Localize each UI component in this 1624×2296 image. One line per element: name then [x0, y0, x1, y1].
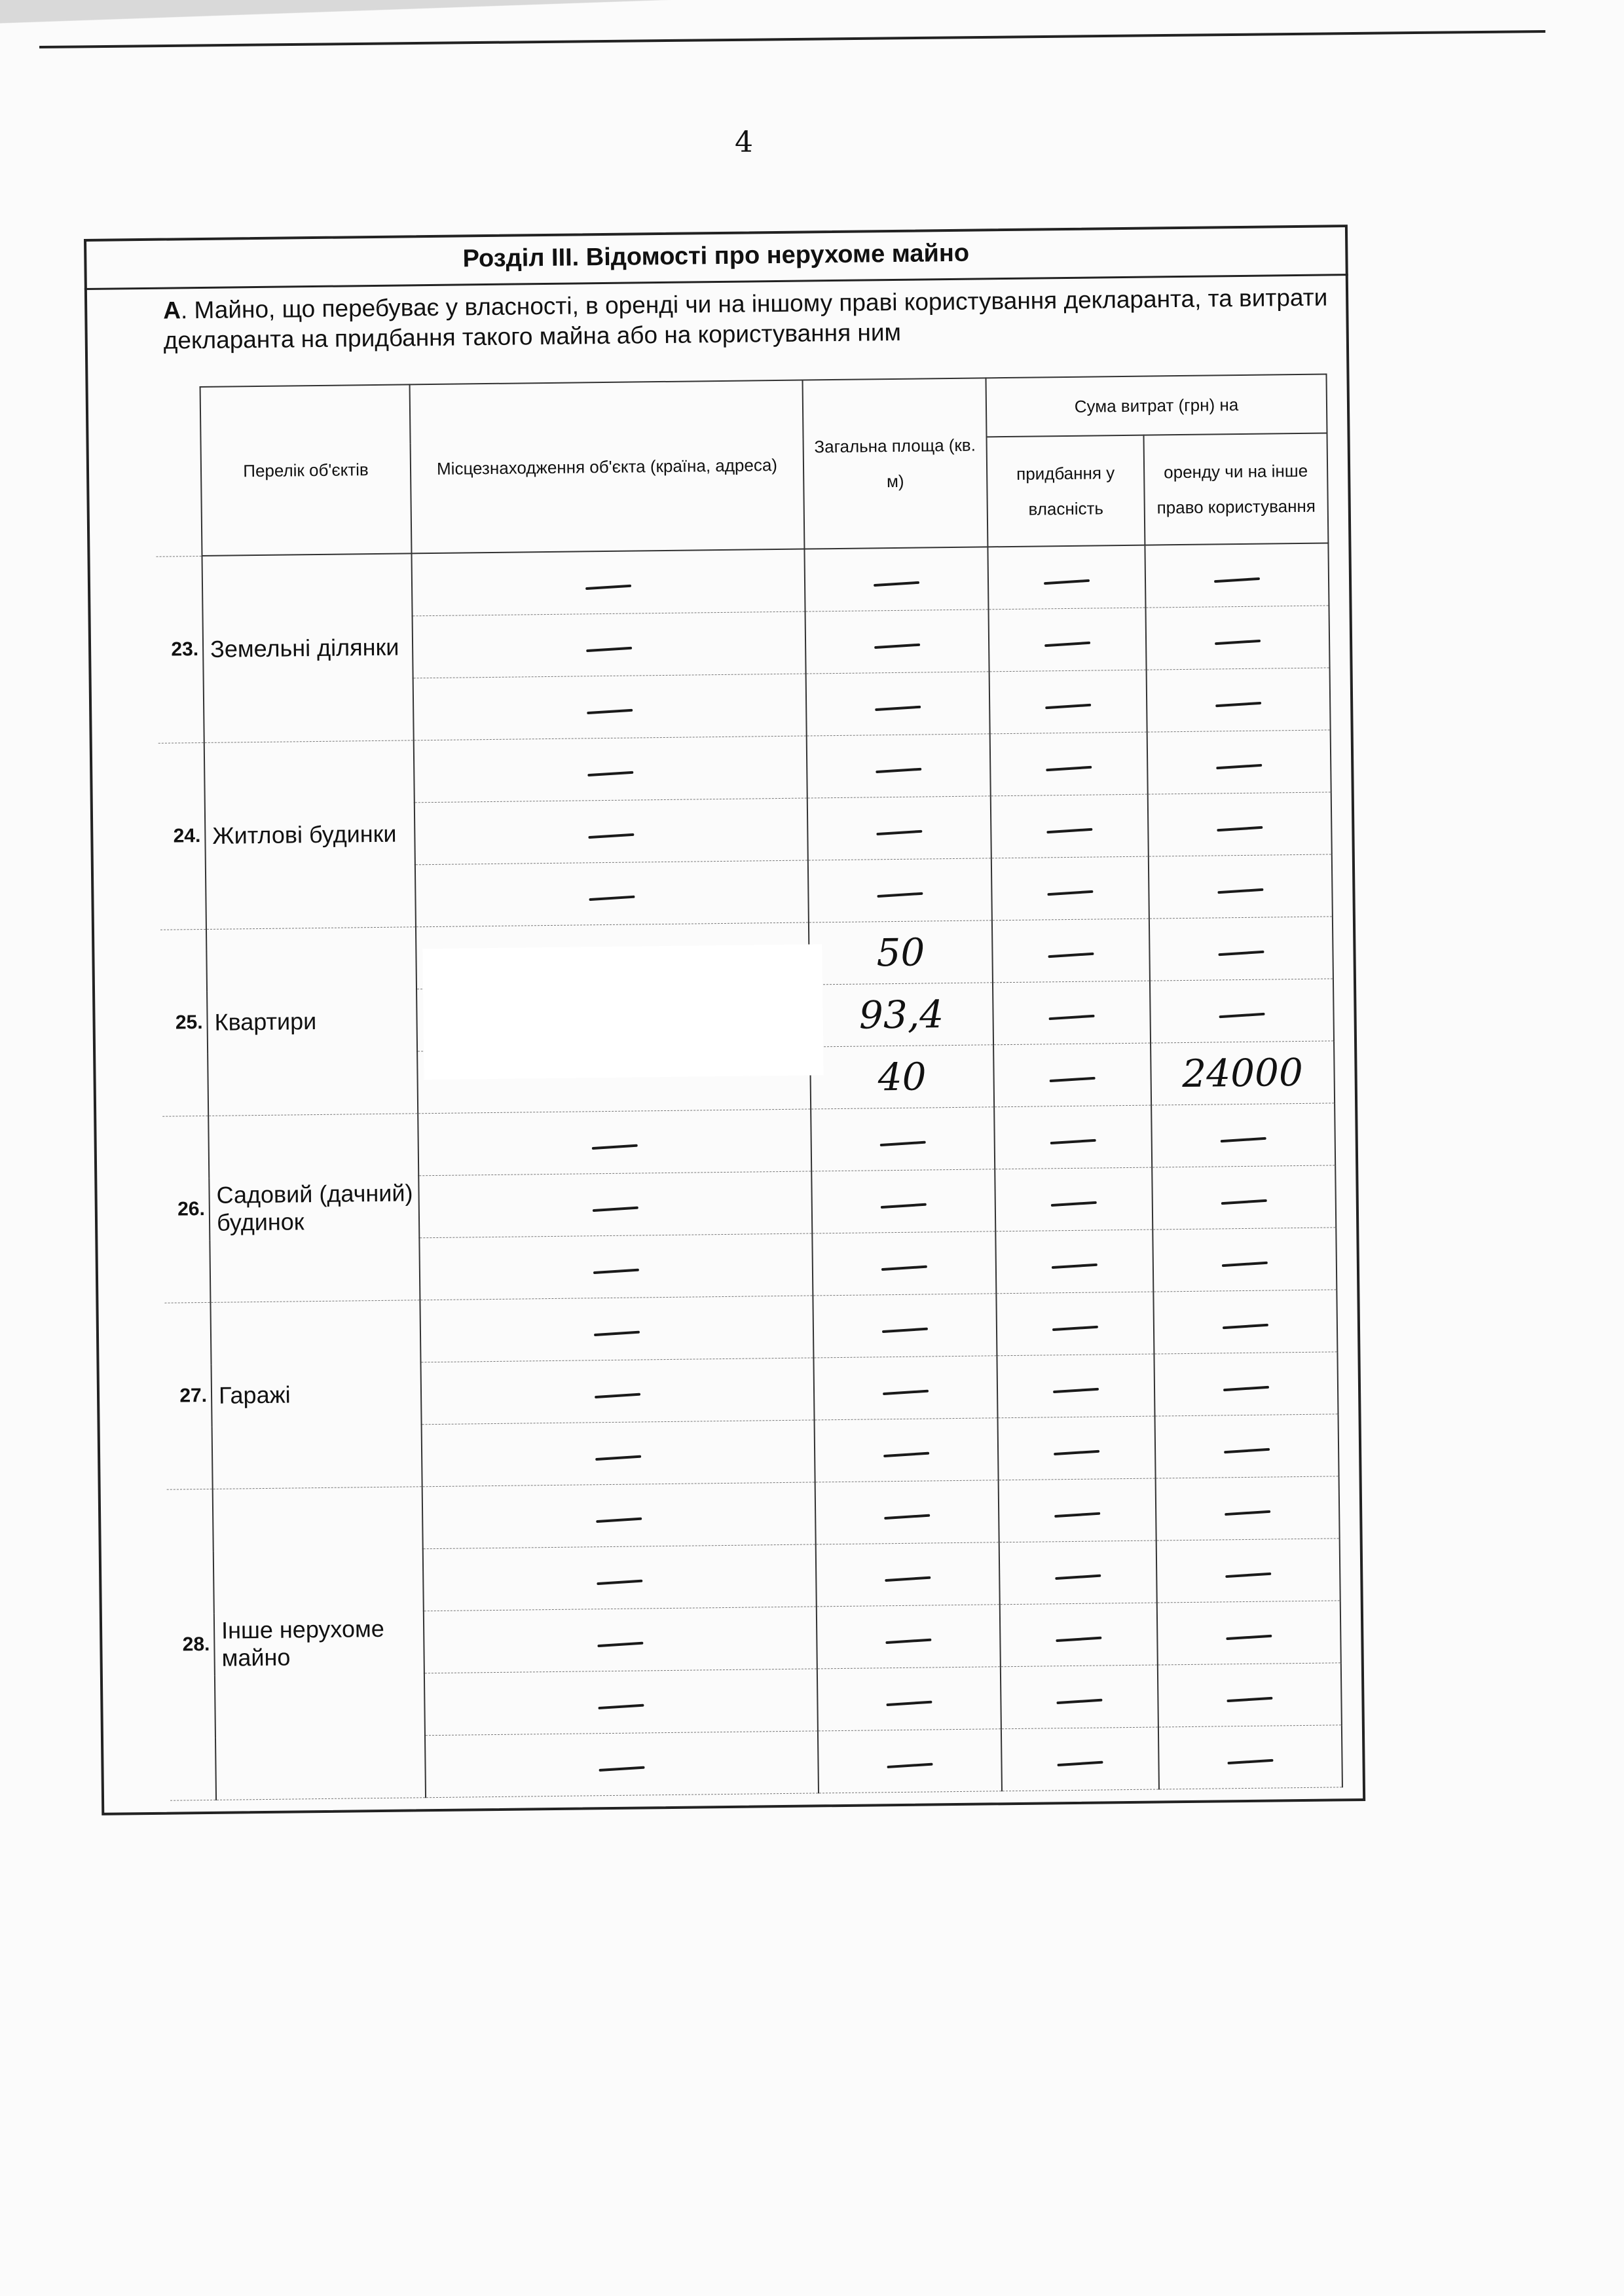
location-cell — [418, 1109, 811, 1176]
area-cell — [807, 734, 991, 798]
dash-mark — [1215, 701, 1261, 706]
rent-cell — [1153, 1228, 1337, 1292]
dash-mark — [884, 1514, 930, 1519]
dash-mark — [1224, 1448, 1270, 1453]
area-value: 93,4 — [858, 992, 944, 1038]
dash-mark — [1054, 1449, 1099, 1455]
area-cell — [809, 983, 993, 1047]
dash-mark — [1227, 1758, 1273, 1764]
dash-mark — [1054, 1512, 1100, 1517]
header-rent: оренду чи на інше право користування — [1144, 433, 1329, 545]
dash-mark — [1215, 639, 1261, 644]
purchase-cell — [989, 670, 1147, 734]
header-objects: Перелік об'єктів — [200, 384, 412, 556]
purchase-cell — [987, 545, 1145, 610]
dash-mark — [589, 895, 635, 900]
purchase-cell — [991, 856, 1149, 920]
redacted-address-block — [422, 944, 823, 1080]
dash-mark — [595, 1455, 641, 1460]
area-cell — [806, 672, 990, 736]
dash-mark — [585, 584, 631, 589]
location-cell — [425, 1731, 819, 1798]
purchase-cell — [993, 981, 1151, 1045]
dash-mark — [588, 833, 634, 838]
dash-mark — [1223, 1323, 1268, 1328]
purchase-cell — [989, 608, 1147, 672]
area-cell — [812, 1231, 996, 1296]
dash-mark — [1047, 890, 1093, 895]
dash-mark — [1050, 1139, 1096, 1144]
dash-mark — [1052, 1325, 1098, 1330]
dash-mark — [1217, 888, 1263, 893]
dash-mark — [1046, 828, 1092, 833]
purchase-cell — [992, 919, 1150, 983]
location-cell — [423, 1544, 817, 1611]
area-cell — [815, 1418, 999, 1482]
rent-cell — [1145, 543, 1329, 608]
dash-mark — [596, 1517, 642, 1522]
dash-mark — [877, 892, 923, 897]
purchase-cell — [999, 1540, 1157, 1605]
header-purchase: придбання у власність — [987, 435, 1145, 547]
rent-cell — [1155, 1414, 1339, 1478]
location-cell — [419, 1233, 813, 1300]
purchase-cell — [994, 1105, 1152, 1169]
purchase-cell — [995, 1167, 1153, 1231]
dash-mark — [886, 1700, 932, 1705]
location-cell — [424, 1669, 818, 1736]
rent-cell — [1157, 1601, 1341, 1665]
dash-mark — [876, 829, 922, 835]
category-number: 23. — [157, 556, 204, 743]
dash-mark — [1219, 1012, 1265, 1017]
location-cell — [420, 1358, 814, 1425]
area-cell — [817, 1605, 1001, 1669]
category-number: 27. — [164, 1302, 212, 1489]
rent-cell — [1150, 979, 1334, 1043]
dash-mark — [1217, 826, 1263, 831]
dash-mark — [1226, 1634, 1272, 1639]
dash-mark — [595, 1393, 640, 1398]
section-title: Розділ ІІІ. Відомості про нерухоме майно — [84, 225, 1348, 290]
category-label: Інше нерухоме майно — [213, 1487, 426, 1800]
dash-mark — [880, 1140, 926, 1146]
dash-mark — [593, 1268, 639, 1273]
purchase-cell — [991, 794, 1149, 858]
dash-mark — [1216, 763, 1262, 769]
dash-mark — [1056, 1698, 1102, 1704]
dash-mark — [1044, 579, 1090, 584]
dash-mark — [1055, 1574, 1101, 1579]
category-label: Житлові будинки — [204, 740, 416, 930]
dash-mark — [587, 708, 633, 714]
category-label: Квартири — [206, 927, 418, 1116]
dash-mark — [1052, 1263, 1098, 1268]
dash-mark — [1223, 1385, 1269, 1391]
dash-mark — [1048, 952, 1094, 957]
area-cell — [809, 920, 993, 985]
dash-mark — [885, 1638, 931, 1643]
dash-mark — [1056, 1636, 1101, 1641]
location-cell — [422, 1482, 816, 1549]
rent-cell — [1156, 1539, 1340, 1603]
area-cell — [818, 1729, 1002, 1793]
rent-cell — [1153, 1290, 1337, 1354]
dash-mark — [883, 1451, 929, 1457]
header-expenses: Сума витрат (грн) на — [986, 374, 1327, 437]
purchase-cell — [1000, 1603, 1158, 1667]
dash-mark — [592, 1144, 638, 1149]
purchase-cell — [993, 1043, 1151, 1107]
purchase-cell — [996, 1292, 1154, 1356]
category-number: 28. — [167, 1489, 216, 1800]
rent-cell — [1152, 1165, 1336, 1230]
area-cell — [807, 796, 991, 860]
dash-mark — [1221, 1199, 1267, 1204]
area-cell — [808, 858, 992, 922]
purchase-cell — [997, 1354, 1154, 1418]
dash-mark — [881, 1203, 927, 1208]
rent-cell — [1151, 1103, 1335, 1167]
dash-mark — [1046, 765, 1092, 771]
declaration-form — [84, 225, 1365, 1815]
dash-mark — [1214, 577, 1260, 582]
category-label: Садовий (дачний) будинок — [208, 1114, 420, 1303]
rent-cell — [1156, 1476, 1340, 1540]
header-location: Місцезнаходження об'єкта (країна, адреса) — [410, 380, 805, 554]
dash-mark — [1225, 1572, 1271, 1577]
dash-mark — [593, 1206, 638, 1211]
dash-mark — [1049, 1014, 1095, 1019]
location-cell — [415, 860, 809, 927]
dash-mark — [874, 643, 920, 648]
subtitle-text: . Майно, що перебуває у власності, в оренді чи на іншому праві користування декларанта, та витрати декларанта на придбання такого майна або на користування ним — [163, 283, 1328, 354]
dash-mark — [586, 646, 632, 651]
dash-mark — [587, 771, 633, 776]
area-cell — [813, 1294, 997, 1358]
purchase-cell — [1001, 1665, 1158, 1729]
purchase-cell — [999, 1478, 1156, 1542]
rent-value: 24000 — [1181, 1049, 1304, 1097]
rent-cell — [1151, 1041, 1335, 1105]
dash-mark — [883, 1389, 929, 1394]
area-cell — [811, 1107, 995, 1171]
property-table — [155, 373, 1343, 1800]
purchase-cell — [995, 1230, 1153, 1294]
category-number: 25. — [160, 929, 208, 1116]
dash-mark — [882, 1327, 928, 1332]
dash-mark — [875, 705, 921, 710]
location-cell — [414, 736, 807, 803]
location-cell — [413, 674, 807, 740]
dash-mark — [597, 1579, 642, 1584]
area-cell — [804, 547, 988, 611]
rent-cell — [1158, 1725, 1342, 1789]
dash-mark — [1225, 1510, 1270, 1515]
rent-cell — [1154, 1352, 1338, 1416]
rent-cell — [1158, 1663, 1342, 1727]
dash-mark — [881, 1265, 927, 1270]
rent-cell — [1147, 730, 1331, 794]
location-cell — [422, 1420, 815, 1487]
area-value: 40 — [877, 1054, 927, 1100]
purchase-cell — [990, 732, 1148, 796]
dash-mark — [1057, 1760, 1103, 1766]
location-cell — [424, 1607, 817, 1673]
area-cell — [805, 610, 989, 674]
category-label: Гаражі — [210, 1300, 422, 1489]
location-cell — [418, 1171, 812, 1238]
dash-mark — [1050, 1076, 1096, 1082]
dash-mark — [1051, 1201, 1097, 1206]
dash-mark — [885, 1576, 931, 1581]
area-cell — [817, 1667, 1001, 1731]
dash-mark — [1045, 703, 1091, 708]
dash-mark — [599, 1766, 645, 1771]
area-value: 50 — [876, 930, 925, 975]
dash-mark — [1044, 641, 1090, 646]
category-number: 26. — [162, 1116, 210, 1303]
rent-cell — [1149, 917, 1333, 981]
dash-mark — [598, 1704, 644, 1709]
subtitle-letter: А — [163, 297, 181, 324]
dash-mark — [1053, 1387, 1099, 1393]
area-cell — [813, 1356, 997, 1420]
dash-mark — [887, 1762, 932, 1768]
page-number: 4 — [735, 126, 753, 159]
dash-mark — [1227, 1696, 1272, 1702]
dash-mark — [1221, 1137, 1266, 1142]
rent-cell — [1147, 668, 1331, 732]
rent-cell — [1148, 792, 1332, 856]
dash-mark — [1222, 1261, 1268, 1266]
dash-mark — [876, 767, 921, 773]
dash-mark — [874, 581, 919, 586]
area-cell — [811, 1169, 995, 1233]
location-cell — [415, 798, 808, 865]
area-cell — [815, 1480, 999, 1544]
area-cell — [810, 1045, 994, 1109]
dash-mark — [1218, 950, 1264, 955]
purchase-cell — [998, 1416, 1156, 1480]
purchase-cell — [1001, 1727, 1159, 1791]
location-cell — [411, 549, 805, 616]
rent-cell — [1149, 854, 1333, 919]
location-cell — [420, 1296, 813, 1362]
dash-mark — [594, 1330, 640, 1336]
category-number: 24. — [158, 742, 206, 930]
area-cell — [816, 1542, 1000, 1607]
rent-cell — [1145, 606, 1329, 670]
location-cell — [413, 611, 806, 678]
header-area: Загальна площа (кв. м) — [803, 378, 988, 549]
category-label: Земельні ділянки — [202, 553, 414, 742]
dash-mark — [597, 1641, 643, 1647]
